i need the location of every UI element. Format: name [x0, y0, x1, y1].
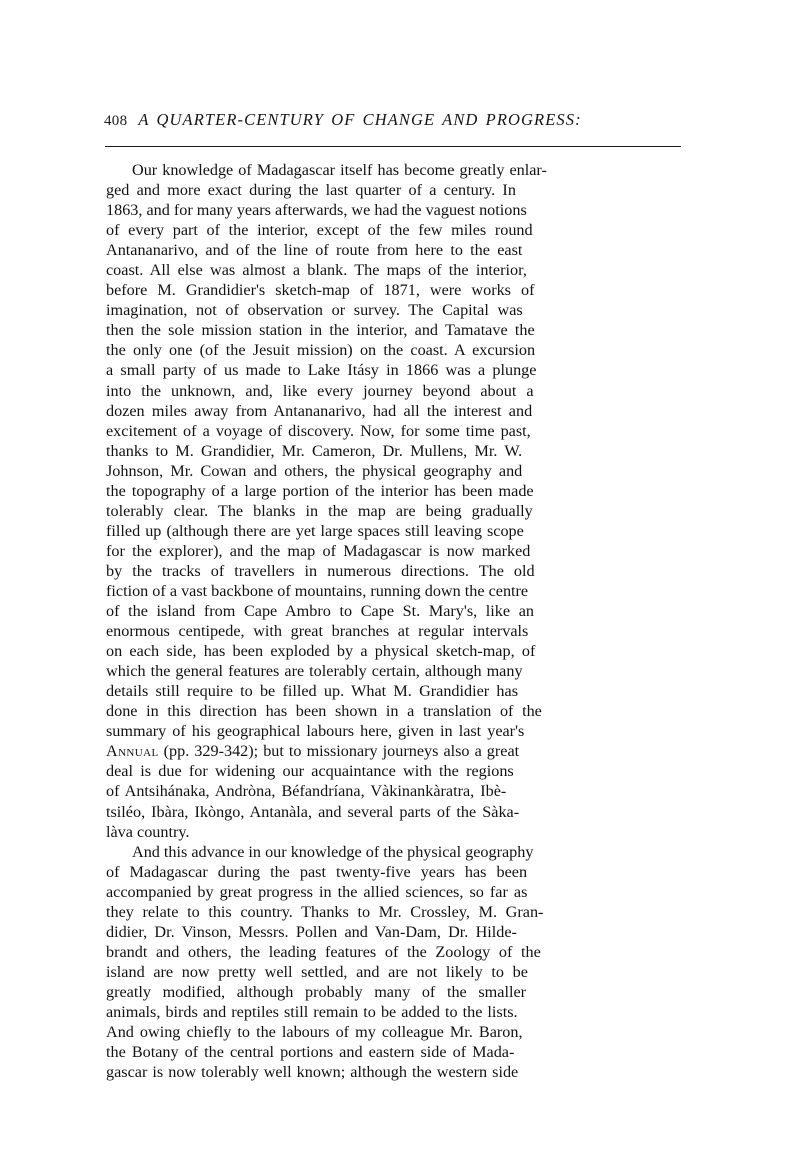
text-line: filled up (although there are yet large spaces still leaving scope — [106, 521, 524, 540]
text-line: excitement of a voyage of discovery. Now, for some time past, — [106, 421, 531, 440]
text-line: dozen miles away from Antananarivo, had all the interest and — [106, 401, 533, 420]
text-line: accompanied by great progress in the allied sciences, so far as — [106, 882, 528, 901]
text-line: island are now pretty well settled, and are not likely to be — [106, 962, 528, 981]
text-line: a small party of us made to Lake Itásy in 1866 was a plunge — [106, 361, 537, 380]
text-line: gascar is now tolerably well known; although the western side — [106, 1063, 519, 1082]
text-line: didier, Dr. Vinson, Messrs. Pollen and Van-Dam, Dr. Hilde- — [106, 922, 517, 941]
text-line: then the sole mission station in the interior, and Tamatave the — [106, 321, 535, 340]
text-line: And owing chiefly to the labours of my colleague Mr. Baron, — [106, 1023, 523, 1042]
text-line: the Botany of the central portions and eastern side of Mada- — [106, 1043, 515, 1062]
text-line: Our knowledge of Madagascar itself has become greatly enlar- — [132, 161, 547, 179]
text-line: imagination, not of observation or survey. The Capital was — [106, 301, 523, 320]
text-line: And this advance in our knowledge of the physical geography — [132, 842, 534, 861]
text-line: Antananarivo, and of the line of route from here to the east — [106, 241, 523, 260]
text-line: Annual (pp. 329-342); but to missionary journeys also a great — [106, 742, 520, 761]
text-line: of every part of the interior, except of the few miles round — [106, 221, 533, 240]
text-line: on each side, has been exploded by a physical sketch-map, of — [106, 642, 536, 661]
text-line: of Madagascar during the past twenty-five years has been — [106, 862, 528, 881]
text-line: enormous centipede, with great branches at regular intervals — [106, 622, 529, 641]
text-line: làva country. — [106, 822, 190, 841]
text-line: done in this direction has been shown in a translation of the — [106, 702, 542, 721]
text-line: coast. All else was almost a blank. The maps of the interior, — [106, 261, 527, 280]
text-line: brandt and others, the leading features of the Zoology of the — [106, 942, 541, 961]
text-line: details still require to be filled up. What M. Grandidier has — [106, 682, 519, 701]
running-head-title: A QUARTER-CENTURY OF CHANGE AND PROGRESS: — [138, 110, 582, 129]
text-line: deal is due for widening our acquaintance with the regions — [106, 762, 514, 781]
text-line: tolerably clear. The blanks in the map are being gradually — [106, 501, 533, 520]
text-line: into the unknown, and, like every journey beyond about a — [106, 381, 534, 400]
text-line: Johnson, Mr. Cowan and others, the physical geography and — [106, 461, 523, 480]
text-line: fiction of a vast backbone of mountains, running down the centre — [106, 581, 529, 600]
paragraph-1 — [106, 160, 682, 842]
text-line: 1863, and for many years afterwards, we had the vaguest notions — [106, 201, 527, 220]
running-head — [104, 110, 682, 130]
text-line: of the island from Cape Ambro to Cape St. Mary's, like an — [106, 602, 535, 621]
text-line: they relate to this country. Thanks to Mr. Crossley, M. Gran- — [106, 902, 544, 921]
text-line: the topography of a large portion of the interior has been made — [106, 481, 534, 500]
body-text-block — [106, 160, 682, 1082]
text-line: of Antsihánaka, Andròna, Béfandríana, Vàkinankàratra, Ibè- — [106, 782, 507, 801]
text-line: the only one (of the Jesuit mission) on the coast. A excursion — [106, 341, 536, 360]
text-line: greatly modified, although probably many of the smaller — [106, 982, 527, 1001]
text-line: summary of his geographical labours here, given in last year's — [106, 722, 525, 741]
text-line: by the tracks of travellers in numerous directions. The old — [106, 561, 535, 580]
small-caps-annual: Annual — [106, 742, 159, 761]
paragraph-2 — [106, 842, 682, 1083]
text-line: which the general features are tolerably certain, although many — [106, 662, 523, 681]
text-line: thanks to M. Grandidier, Mr. Cameron, Dr. Mullens, Mr. W. — [106, 441, 523, 460]
text-line: ged and more exact during the last quarter of a century. In — [106, 181, 516, 200]
page-folio-number: 408 — [104, 113, 128, 129]
text-line: before M. Grandidier's sketch-map of 1871, were works of — [106, 281, 535, 300]
text-line: tsiléo, Ibàra, Ikòngo, Antanàla, and several parts of the Sàka- — [106, 802, 520, 821]
header-rule-divider — [105, 146, 681, 147]
text-line: for the explorer), and the map of Madagascar is now marked — [106, 541, 531, 560]
text-line: animals, birds and reptiles still remain to be added to the lists. — [106, 1002, 518, 1021]
